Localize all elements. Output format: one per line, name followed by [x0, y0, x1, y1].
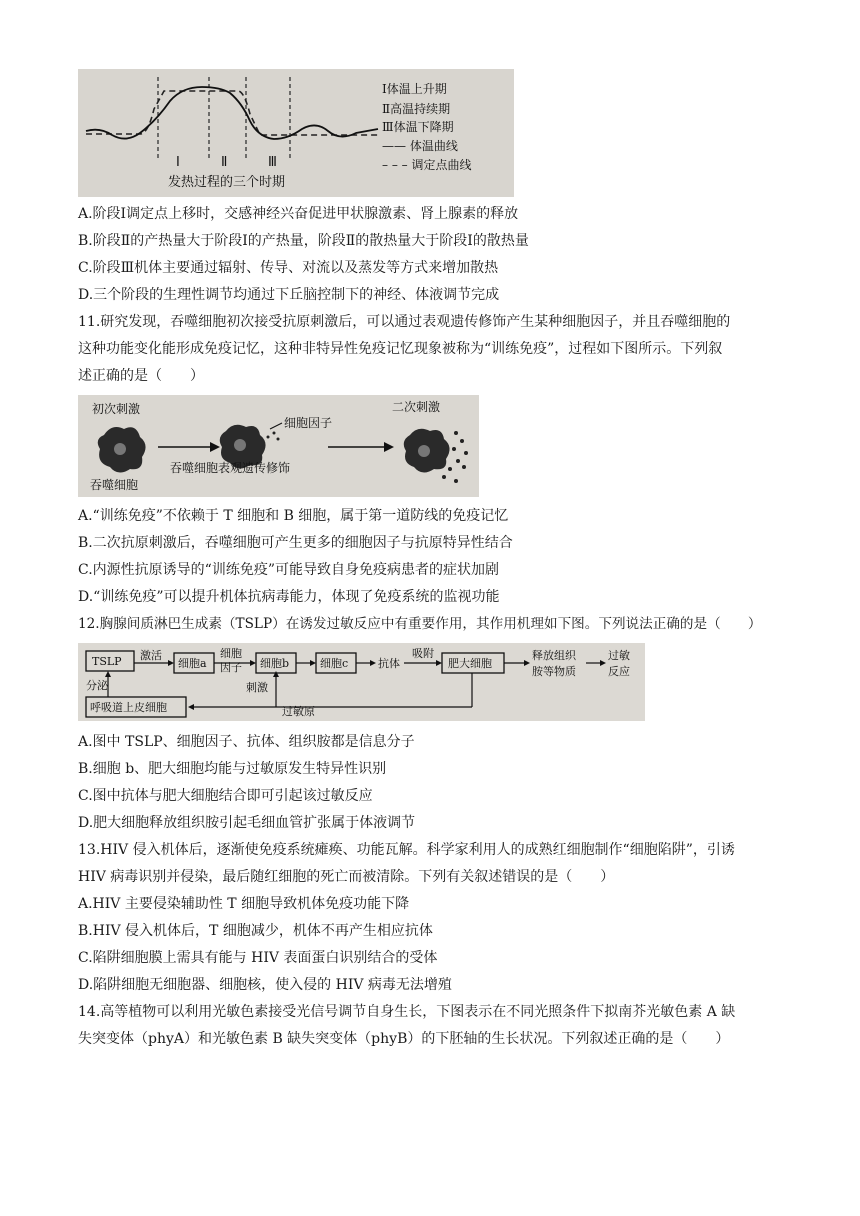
tslp-box-label: TSLP	[92, 655, 122, 668]
q12-option-b: B.细胞 b、肥大细胞均能与过敏原发生特异性识别	[78, 761, 387, 777]
q12-option-c: C.图中抗体与肥大细胞结合即可引起该过敏反应	[78, 788, 373, 804]
q10-option-b: B.阶段Ⅱ的产热量大于阶段Ⅰ的产热量，阶段Ⅱ的散热量大于阶段Ⅰ的散热量	[78, 233, 529, 249]
mast-cell-label: 肥大细胞	[448, 657, 492, 670]
antibody-label: 抗体	[378, 657, 400, 670]
cell-c-label: 细胞c	[320, 657, 349, 670]
cell-b-label: 细胞b	[260, 657, 290, 670]
q11-option-d: D.“训练免疫”可以提升机体抗病毒能力，体现了免疫系统的监视功能	[78, 589, 500, 605]
q11-option-b: B.二次抗原刺激后，吞噬细胞可产生更多的细胞因子与抗原特异性结合	[78, 535, 513, 551]
release-label-2: 胺等物质	[532, 665, 576, 678]
q11-stem-line-1: 11.研究发现，吞噬细胞初次接受抗原刺激后，可以通过表观遗传修饰产生某种细胞因子，并且吞噬细胞的	[78, 314, 731, 330]
activate-label: 激活	[140, 649, 162, 662]
q13-stem-line-1: 13.HIV 侵入机体后，逐渐使免疫系统瘫痪、功能瓦解。科学家利用人的成熟红细胞制作“细胞陷阱”，引诱	[78, 842, 735, 858]
reaction-label-1: 过敏	[608, 649, 630, 662]
cell-a-label: 细胞a	[178, 657, 207, 670]
stimulate-label: 刺激	[246, 681, 268, 694]
stage-label-3: Ⅲ	[268, 155, 277, 170]
legend-stage-2: Ⅱ高温持续期	[382, 102, 451, 116]
cytokine-label-2: 因子	[220, 661, 242, 674]
cytokine-label-1: 细胞	[220, 647, 242, 660]
legend-stage-3: Ⅲ体温下降期	[382, 120, 454, 134]
q11-stem-line-3: 述正确的是（ ）	[78, 368, 204, 384]
q12-stem: 12.胸腺间质淋巴生成素（TSLP）在诱发过敏反应中有重要作用，其作用机理如下图。下列说法正确的是（ ）	[78, 616, 762, 632]
reaction-label-2: 反应	[608, 665, 630, 678]
q11-option-c: C.内源性抗原诱导的“训练免疫”可能导致自身免疫病患者的症状加剧	[78, 562, 499, 578]
legend-setpoint-curve: – – – 调定点曲线	[382, 158, 472, 172]
release-label-1: 释放组织	[532, 649, 576, 662]
q13-option-a: A.HIV 主要侵染辅助性 T 细胞导致机体免疫功能下降	[78, 896, 410, 912]
q13-stem-line-2: HIV 病毒识别并侵染，最后随红细胞的死亡而被清除。下列有关叙述错误的是（ ）	[78, 869, 615, 885]
training-immunity-figure	[78, 395, 479, 497]
q14-stem-line-1: 14.高等植物可以利用光敏色素接受光信号调节自身生长，下图表示在不同光照条件下拟南芥光敏色素 A 缺	[78, 1004, 736, 1020]
adsorb-label: 吸附	[412, 647, 434, 660]
q10-option-d: D.三个阶段的生理性调节均通过下丘脑控制下的神经、体液调节完成	[78, 287, 500, 303]
q13-option-b: B.HIV 侵入机体后，T 细胞减少，机体不再产生相应抗体	[78, 923, 433, 939]
epithelium-label: 呼吸道上皮细胞	[90, 701, 167, 714]
q12-option-d: D.肥大细胞释放组织胺引起毛细血管扩张属于体液调节	[78, 815, 416, 831]
second-stimulus-label: 二次刺激	[392, 400, 441, 414]
allergen-label: 过敏原	[282, 705, 315, 718]
q13-option-d: D.陷阱细胞无细胞器、细胞核，使入侵的 HIV 病毒无法增殖	[78, 977, 452, 993]
q13-option-c: C.陷阱细胞膜上需具有能与 HIV 表面蛋白识别结合的受体	[78, 950, 438, 966]
secrete-label: 分泌	[86, 679, 108, 692]
first-stimulus-label: 初次刺激	[92, 402, 141, 416]
q11-stem-line-2: 这种功能变化能形成免疫记忆，这种非特异性免疫记忆现象被称为“训练免疫”，过程如下图所示。下列叙	[78, 341, 723, 357]
phagocyte-label: 吞噬细胞	[90, 478, 139, 492]
legend-stage-1: Ⅰ体温上升期	[382, 82, 447, 96]
cytokine-label: 细胞因子	[284, 416, 333, 430]
process-label: 吞噬细胞表观遗传修饰	[170, 461, 291, 475]
legend-temp-curve: —— 体温曲线	[382, 139, 458, 153]
q12-option-a: A.图中 TSLP、细胞因子、抗体、组织胺都是信息分子	[78, 734, 415, 750]
stage-label-1: Ⅰ	[176, 155, 180, 170]
tslp-mechanism-figure	[78, 643, 645, 721]
q14-stem-line-2: 失突变体（phyA）和光敏色素 B 缺失突变体（phyB）的下胚轴的生长状况。下列叙述正确的是（ ）	[78, 1031, 730, 1047]
q11-option-a: A.“训练免疫”不依赖于 T 细胞和 B 细胞，属于第一道防线的免疫记忆	[78, 508, 509, 524]
q10-option-c: C.阶段Ⅲ机体主要通过辐射、传导、对流以及蒸发等方式来增加散热	[78, 260, 499, 276]
q10-option-a: A.阶段Ⅰ调定点上移时，交感神经兴奋促进甲状腺激素、肾上腺素的释放	[78, 206, 519, 222]
fever-caption: 发热过程的三个时期	[168, 175, 286, 190]
stage-label-2: Ⅱ	[221, 155, 228, 170]
fever-figure	[78, 69, 514, 197]
